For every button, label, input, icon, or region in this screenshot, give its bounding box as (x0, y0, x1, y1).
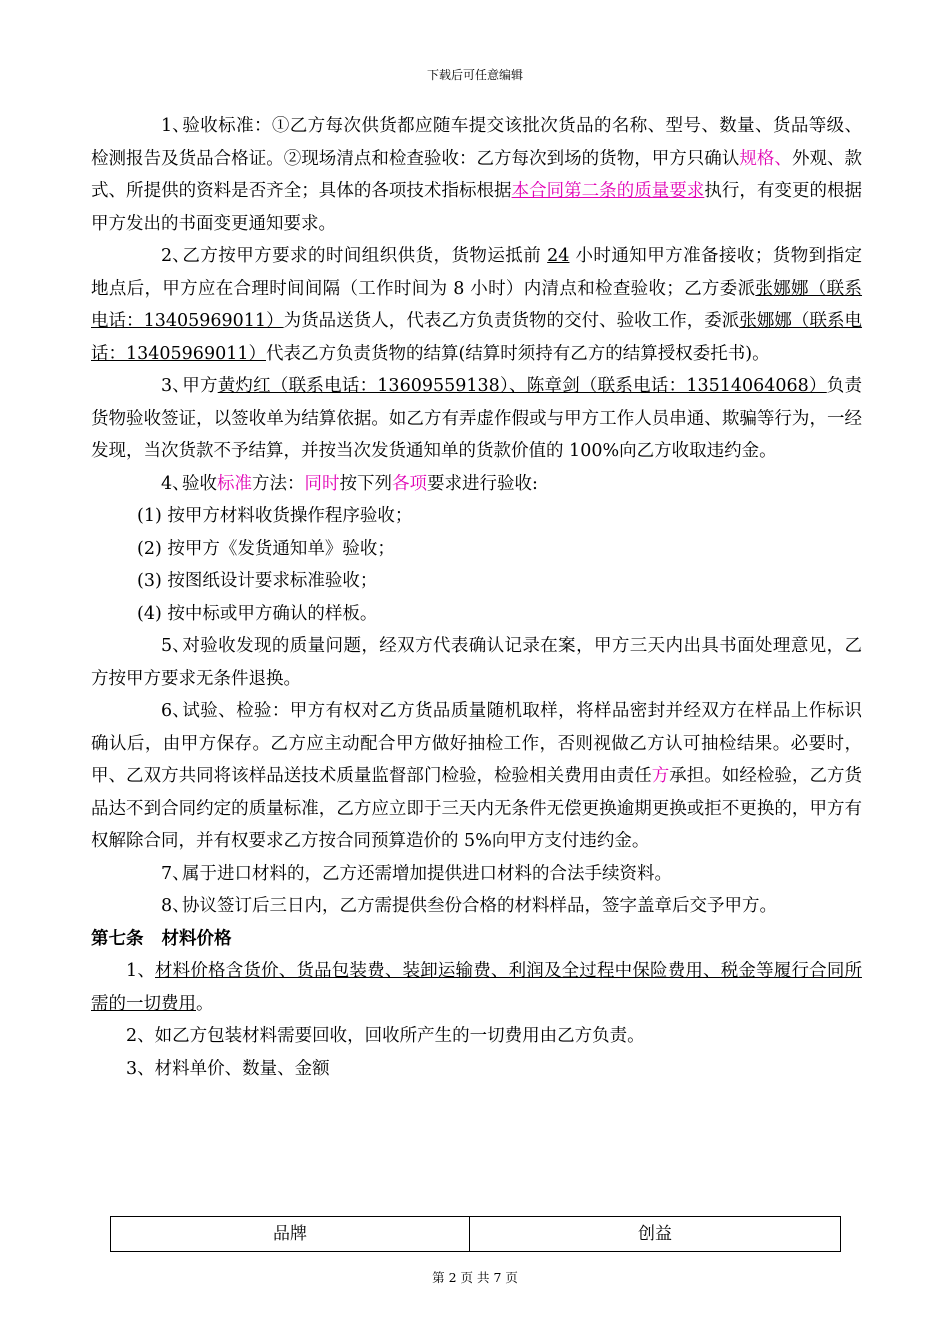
table-row (111, 1217, 841, 1252)
price-table (110, 1216, 841, 1252)
article-paragraph-2: 2、如乙方包装材料需要回收，回收所产生的一切费用由乙方负责。 (126, 1026, 645, 1046)
clause-text: 要求进行验收: (427, 473, 538, 494)
clause-text: 小时通知甲方准备接收；货物到指定地点后，甲方应在合理时间间隔（工作时间为 8 小时）内清点和检查验收；乙方委派 (91, 246, 863, 299)
clause-4 (91, 468, 862, 501)
clause-number: 2、 (161, 246, 190, 266)
clause-7 (91, 858, 862, 891)
clause-5 (91, 630, 862, 695)
clause-number: 5、 (161, 636, 190, 656)
article-paragraph-3: 3、材料单价、数量、金额 (126, 1058, 330, 1079)
underlined-text: 张娜娜（联系电话：13405969011） (91, 311, 863, 364)
clause-text: 代表乙方负责货物的结算(结算时须持有乙方的结算授权委托书)。 (265, 343, 770, 364)
underlined-text: 材料价格含货价、货品包装费、装卸运输费、利润及全过程中保险费用、税金等履行合同所需的一切费用 (91, 961, 862, 1014)
clause-text: 协议签订后三日内，乙方需提供叁份合格的材料样品，签字盖章后交予甲方。 (182, 896, 777, 916)
list-item: (3) 按图纸设计要求标准验收； (137, 571, 378, 591)
clause-text: 外观、款式、所提供的资料是否齐全；具体的各项技术指标根据 (91, 148, 863, 201)
clause-text: 验收 (182, 473, 217, 494)
article-label: 第七条 (91, 928, 144, 949)
clause-1 (91, 110, 862, 240)
document-body (91, 110, 862, 1085)
highlight-text: 方 (651, 766, 670, 786)
highlight-text: 同时 (304, 473, 340, 494)
clause-text: 试验、检验：甲方有权对乙方货品质量随机取样，将样品密封并经双方在样品上作标识确认后，由甲方保存。乙方应主动配合甲方做好抽检工作，否则视做乙方认可抽检结果。必要时，甲、乙双方共同将该样品送技术质量监督部门检验，检验相关费用由责任 (91, 701, 862, 786)
clause-text: 负责货物验收签证，以签收单为结算依据。如乙方有弄虚作假或与甲方工作人员串通、欺骗等行为，一经发现，当次货款不予结算，并按当次发货通知单的货款价值的 100%向乙方收取违约金。 (91, 376, 862, 461)
page-header: 下载后可任意编辑 (426, 68, 523, 82)
list-item: (4) 按中标或甲方确认的样板。 (137, 603, 378, 624)
highlight-text: 各项 (392, 473, 427, 494)
clause-text: 甲方 (182, 376, 218, 396)
clause-number: 1、 (161, 116, 190, 136)
clause-number: 7、 (161, 863, 190, 884)
clause-text: 属于进口材料的，乙方还需增加提供进口材料的合法手续资料。 (182, 863, 672, 884)
clause-text: 为货品送货人，代表乙方负责货物的交付、验收工作，委派 (283, 311, 740, 331)
underlined-text: 张娜娜（联系电话：13405969011） (91, 278, 863, 331)
clause-text: 乙方按甲方要求的时间组织供货，货物运抵前 (182, 246, 548, 266)
clause-2 (91, 240, 862, 370)
clause-number: 4、 (161, 473, 190, 494)
article-heading (91, 923, 862, 956)
highlight-text: 标准 (217, 473, 252, 494)
clause-8 (91, 890, 862, 923)
underlined-text: 黄灼红（联系电话：13609559138）、陈章剑（联系电话：13514064068） (217, 376, 827, 396)
clause-text: 对验收发现的质量问题，经双方代表确认记录在案，甲方三天内出具书面处理意见，乙方按甲方要求无条件退换。 (91, 636, 862, 689)
clause-text: 执行，有变更的根据甲方发出的书面变更通知要求。 (91, 181, 863, 234)
list-item: (2) 按甲方《发货通知单》验收； (137, 538, 395, 559)
underlined-text: 24 (547, 246, 570, 266)
table-cell: 品牌 (111, 1217, 470, 1252)
article-title: 材料价格 (161, 928, 232, 949)
clause-3 (91, 370, 862, 468)
clause-text: 验收标准：①乙方每次供货都应随车提交该批次货品的名称、型号、数量、货品等级、检测报告及货品合格证。②现场清点和检查验收：乙方每次到场的货物，甲方只确认 (91, 116, 862, 169)
table-cell: 创益 (470, 1217, 841, 1252)
clause-text: 承担。如经检验，乙方货品达不到合同约定的质量标准，乙方应立即于三天内无条件无偿更换逾期更换或拒不更换的，甲方有权解除合同，并有权要求乙方按合同预算造价的 5%向甲方支付违约金。 (91, 766, 863, 851)
highlight-text: 规格、 (739, 148, 792, 169)
page-footer: 第 2 页 共 7 页 (432, 1270, 518, 1285)
highlight-underlined-text: 本合同第二条的质量要求 (511, 181, 705, 201)
article-paragraph-1 (91, 955, 862, 1020)
clause-text: 按下列 (339, 473, 392, 494)
clause-number: 6、 (161, 701, 190, 721)
clause-number: 3、 (161, 376, 190, 396)
clause-text: 方法： (252, 473, 305, 494)
clause-6 (91, 695, 862, 858)
paragraph-number: 1、 (126, 961, 155, 981)
clause-number: 8、 (161, 896, 190, 916)
list-item: (1) 按甲方材料收货操作程序验收； (137, 506, 413, 526)
paragraph-text: 。 (196, 993, 214, 1014)
